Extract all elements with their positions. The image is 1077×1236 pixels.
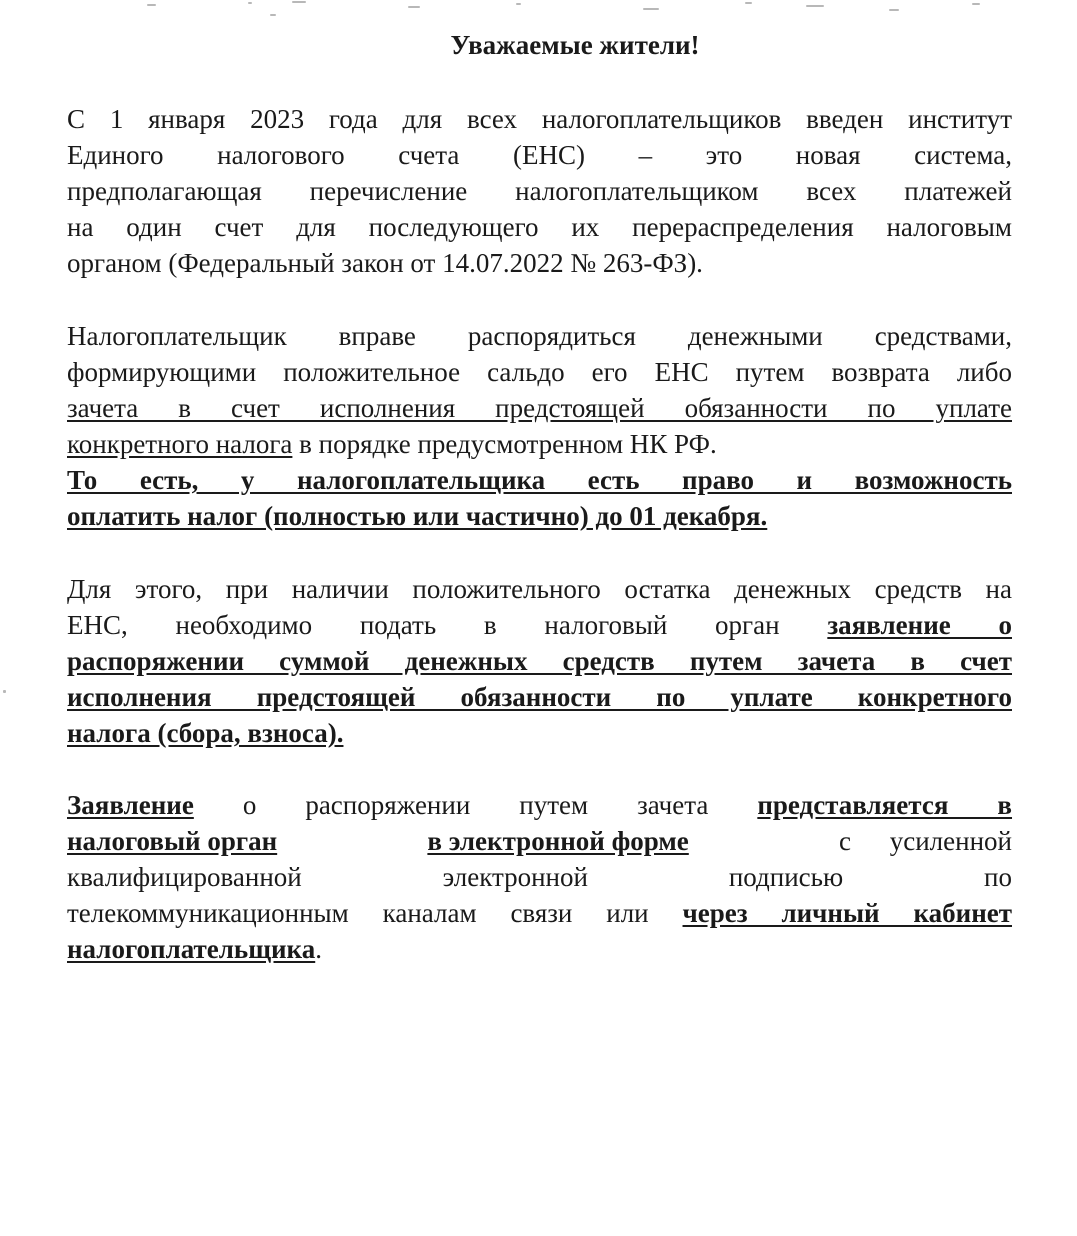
text-line [67, 895, 1012, 931]
text-line: Налогоплательщик вправе распорядиться денежными средствами, [67, 321, 1012, 351]
scan-speck [643, 8, 659, 10]
bold-underlined-line: То есть, у налогоплательщика есть право и возможность [67, 465, 1012, 495]
scan-speck [806, 5, 824, 7]
paragraph-submission [67, 787, 1012, 967]
bold-underlined-phrase: через личный кабинет [682, 898, 1012, 928]
text-span: . [315, 934, 322, 964]
text-line [67, 931, 1012, 967]
text-span: с усиленной [839, 826, 1012, 856]
text-span: о распоряжении путем зачета [193, 790, 758, 820]
bold-underlined-line: распоряжении суммой денежных средств путем зачета в счет [67, 646, 1012, 676]
scan-speck [745, 2, 752, 4]
bold-underlined-phrase: в электронной форме [427, 826, 689, 856]
text-line: Единого налогового счета (ЕНС) – это новая система, [67, 140, 1012, 170]
paragraph-ens-intro [67, 101, 1012, 281]
bold-underlined-phrase: заявление о [827, 610, 1012, 640]
underlined-line: зачета в счет исполнения предстоящей обязанности по уплате [67, 393, 1012, 423]
paragraph-taxpayer-rights [67, 318, 1012, 534]
text-line: на один счет для последующего их перераспределения налоговым [67, 212, 1012, 242]
bold-underlined-phrase: налоговый орган [67, 826, 278, 856]
text-line [67, 426, 1012, 462]
text-line: формирующими положительное сальдо его ЕНС путем возврата либо [67, 357, 1012, 387]
text-line: органом (Федеральный закон от 14.07.2022 № 263-ФЗ). [67, 248, 703, 278]
text-span: ЕНС, необходимо подать в налоговый орган [67, 610, 828, 640]
text-line [67, 823, 1012, 859]
underlined-phrase: конкретного налога [67, 429, 293, 459]
bold-underlined-line: налога (сбора, взноса). [67, 718, 344, 748]
text-span: телекоммуникационным каналам связи или [67, 898, 683, 928]
bold-underlined-phrase: налогоплательщика [67, 934, 316, 964]
scan-speck [270, 14, 276, 16]
bold-underlined-phrase: представляется в [757, 790, 1013, 820]
scan-speck [972, 3, 980, 5]
text-line [67, 787, 1012, 823]
text-line: Для этого, при наличии положительного остатка денежных средств на [67, 574, 1012, 604]
scan-speck [248, 2, 252, 4]
scan-speck [3, 690, 6, 693]
scan-speck [147, 4, 156, 6]
scan-speck [889, 9, 899, 11]
scan-speck [292, 1, 306, 3]
bold-underlined-line: оплатить налог (полностью или частично) до 01 декабря. [67, 501, 768, 531]
scan-speck [516, 3, 521, 5]
text-line [67, 607, 1012, 643]
text-line: квалифицированной электронной подписью по [67, 862, 1012, 892]
text-line: предполагающая перечисление налогоплательщиком всех платежей [67, 176, 1012, 206]
paragraph-application [67, 571, 1012, 751]
scan-speck [408, 6, 420, 8]
text-line: С 1 января 2023 года для всех налогоплательщиков введен институт [67, 104, 1012, 134]
bold-underlined-phrase: Заявление [67, 790, 194, 820]
text-span: в порядке предусмотренном НК РФ. [292, 429, 717, 459]
page-title: Уважаемые жители! [450, 30, 700, 60]
bold-underlined-line: исполнения предстоящей обязанности по уплате конкретного [67, 682, 1012, 712]
